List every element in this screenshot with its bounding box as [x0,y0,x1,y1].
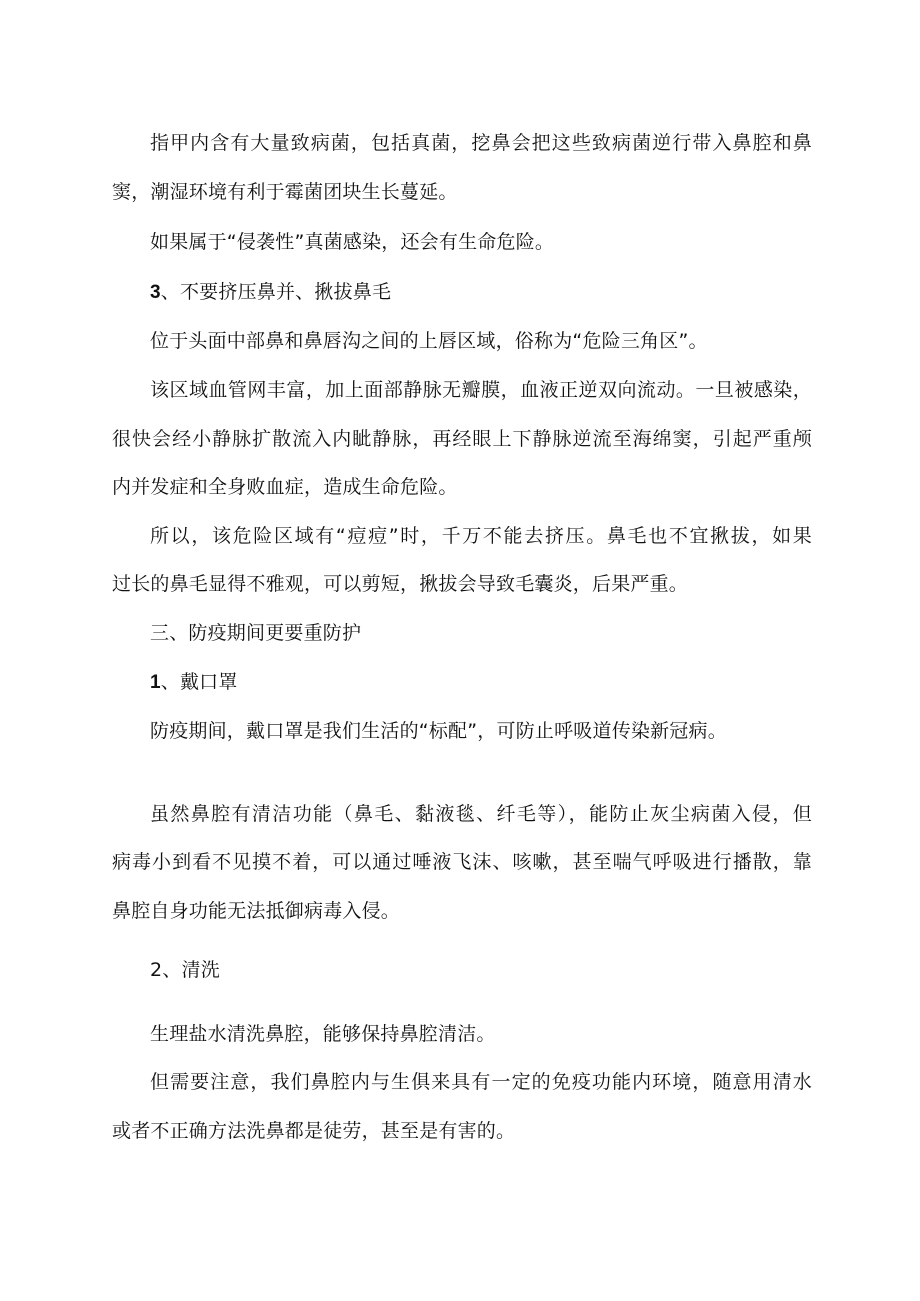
paragraph-line: 内并发症和全身败血症，造成生命危险。 [112,476,458,498]
paragraph-line: 过长的鼻毛显得不雅观，可以剪短，揪拔会导致毛囊炎，后果严重。 [112,573,689,595]
paragraph-line: 病毒小到看不见摸不着，可以通过唾液飞沫、咳嗽，甚至喘气呼吸进行播散，靠 [112,851,812,873]
section-heading [150,280,391,305]
heading-text: 、不要挤压鼻并、揪拔鼻毛 [160,281,392,303]
paragraph-line: 很快会经小静脉扩散流入内眦静脉，再经眼上下静脉逆流至海绵窦，引起严重颅 [112,428,812,450]
paragraph-line: 鼻腔自身功能无法抵御病毒入侵。 [112,900,401,922]
paragraph-line: 该区域血管网丰富，加上面部静脉无瓣膜，血液正逆双向流动。一旦被感染， [150,379,812,401]
paragraph-line: 指甲内含有大量致病菌，包括真菌，挖鼻会把这些致病菌逆行带入鼻腔和鼻 [150,132,812,154]
heading-number: 1 [150,672,161,693]
heading-text: 、戴口罩 [160,671,238,693]
paragraph-line: 所以，该危险区域有“痘痘”时，千万不能去挤压。鼻毛也不宜揪拔，如果 [150,525,812,547]
paragraph-line: 虽然鼻腔有清洁功能（鼻毛、黏液毯、纤毛等），能防止灰尘病菌入侵，但 [150,803,812,825]
paragraph-line: 如果属于“侵袭性”真菌感染，还会有生命危险。 [150,231,555,253]
paragraph-line: 位于头面中部鼻和鼻唇沟之间的上唇区域，俗称为“危险三角区”。 [150,330,708,352]
paragraph-line: 窦，潮湿环境有利于霉菌团块生长蔓延。 [112,181,458,203]
section-title: 三、防疫期间更要重防护 [150,622,362,644]
paragraph-line: 或者不正确方法洗鼻都是徒劳，甚至是有害的。 [112,1120,516,1142]
paragraph-line: 但需要注意，我们鼻腔内与生俱来具有一定的免疫功能内环境，随意用清水 [150,1071,812,1093]
section-heading [150,670,238,695]
paragraph-line: 生理盐水清洗鼻腔，能够保持鼻腔清洁。 [150,1023,496,1045]
heading-number: 3 [150,282,161,303]
section-heading: 2、清洗 [150,959,220,981]
paragraph-line: 防疫期间，戴口罩是我们生活的“标配”，可防止呼吸道传染新冠病。 [150,720,727,742]
